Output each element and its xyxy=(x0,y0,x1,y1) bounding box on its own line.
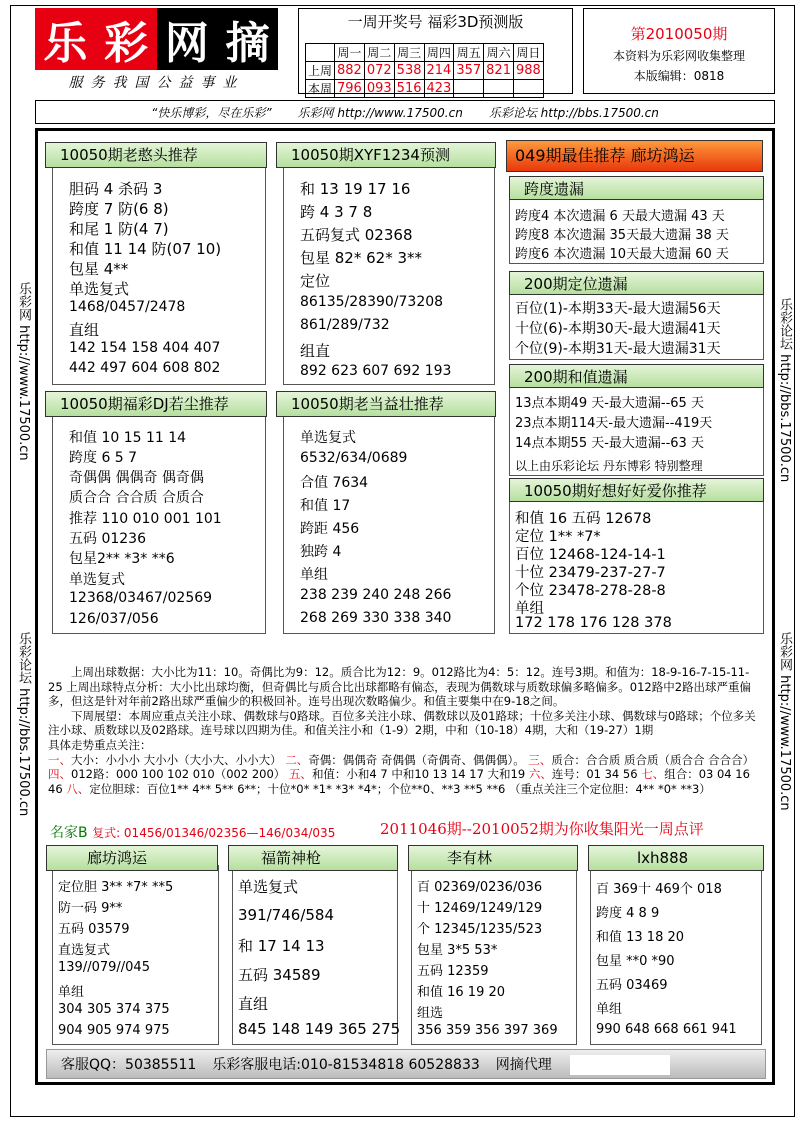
item-index: 七、 xyxy=(641,767,665,782)
omission-line: 跨度4 本次遗漏 6 天最大遗漏 43 天 xyxy=(515,209,725,224)
analysis-next-week: 下周展望：本周应重点关注小球、偶数球与0路球。百位多关注小球、偶数球以及01路球；十位多关注小球、偶数球与0路球；个位多关注小球、质数球以及02路球。连号球以四期为佳。和值关注小和（1-9）2期，中和（10-18）4期，大和（19-27）1期 xyxy=(48,708,756,738)
box-title: 廊坊鸿运 xyxy=(46,845,218,871)
omission-line: 13点本期49 天-最大遗漏--65 天 xyxy=(515,396,704,411)
box-title: 10050期好想好好爱你推荐 xyxy=(509,478,764,502)
draw-number: 093 xyxy=(364,80,394,98)
pick-line: 直选复式 xyxy=(58,943,111,958)
item-text: 和值：小和4 7 中和10 13 14 17 大和19 xyxy=(311,767,526,782)
box-title: 10050期XYF1234预测 xyxy=(276,142,496,168)
pick-line: 奇偶偶 偶偶奇 偶奇偶 xyxy=(69,470,204,486)
pick-line: 单组 xyxy=(515,601,544,617)
pick-line: 12368/03467/02569 xyxy=(69,590,213,606)
box-title: 200期定位遗漏 xyxy=(509,271,764,295)
item-index: 四、 xyxy=(48,767,71,782)
slogan: 服务我国公益事业 xyxy=(68,75,245,91)
credit-line: 以上由乐彩论坛 丹东博彩 特别整理 xyxy=(515,459,703,473)
omission-line: 百位(1)-本期33天-最大遗漏56天 xyxy=(515,301,721,317)
draw-header-row xyxy=(306,44,544,62)
mingjia-text: 复式: 01456/01346/02356—146/034/035 xyxy=(92,826,336,840)
pick-line: 合值 7634 xyxy=(300,475,369,491)
pick-line: 356 359 356 397 369 xyxy=(417,1023,558,1038)
pick-line: 十 12469/1249/129 xyxy=(417,901,543,916)
box-title: 200期和值遗漏 xyxy=(509,364,764,388)
pick-line: 1468/0457/2478 xyxy=(69,299,186,315)
side-text-left-bottom: 乐彩论坛 http://bbs.17500.cn xyxy=(16,632,31,817)
footer-phone: 乐彩客服电话:010-81534818 60528833 xyxy=(212,1057,480,1073)
pick-line: 和 17 14 13 xyxy=(238,937,325,955)
draw-number: 821 xyxy=(484,62,514,80)
pick-line: 861/289/732 xyxy=(300,317,390,333)
item-text: 质合：合合质 质合质（质合合 合合合） xyxy=(551,752,755,767)
pick-line: 单选复式 xyxy=(69,280,130,298)
pick-line: 和尾 1 防(4 7) xyxy=(69,220,169,238)
draw-number: 423 xyxy=(424,80,454,98)
draw-col: 周四 xyxy=(424,44,454,62)
pick-line: 单组 xyxy=(596,1002,623,1017)
pick-line: 五码复式 02368 xyxy=(300,226,413,244)
box-lxh888 xyxy=(590,865,762,1045)
omission-line: 14点本期55 天-最大遗漏--63 天 xyxy=(515,436,704,451)
draw-panel-title: 一周开奖号 福彩3D预测版 xyxy=(347,13,524,31)
pick-line: 直组 xyxy=(69,321,100,339)
item-index: 六、 xyxy=(528,767,552,782)
draw-col: 周二 xyxy=(364,44,394,62)
pick-line: 892 623 607 692 193 xyxy=(300,363,452,379)
draw-number: 072 xyxy=(364,62,394,80)
pick-line: 和值 10 15 11 14 xyxy=(69,430,187,446)
item-index: 三、 xyxy=(528,752,552,767)
item-text: 连号：01 34 56 xyxy=(551,767,638,782)
draw-number xyxy=(454,80,484,98)
issue-note: 本资料为乐彩网收集整理 xyxy=(612,49,745,63)
pick-line: 胆码 4 杀码 3 xyxy=(69,180,163,198)
pick-line: 跨 4 3 7 8 xyxy=(300,203,373,221)
pick-line: 126/037/056 xyxy=(69,611,159,627)
box-title: 李有林 xyxy=(408,845,578,871)
pick-line: 和值 16 五码 12678 xyxy=(515,511,652,527)
collect-heading: 2011046期--2010052期为你收集阳光一周点评 xyxy=(380,820,704,838)
pick-line: 和值 16 19 20 xyxy=(417,985,506,1000)
item-text: 奇偶：偶偶奇 奇偶偶（奇偶奇、偶偶偶）。 xyxy=(308,752,525,767)
pick-line: 定位 1** *7* xyxy=(515,529,601,545)
pick-line: 86135/28390/73208 xyxy=(300,294,444,310)
box-title: lxh888 xyxy=(588,845,764,871)
pick-line: 单选复式 xyxy=(69,572,125,588)
analysis-last-week: 上周出球数据：大小比为11：10。奇偶比为9：12。质合比为12：9。012路比为4：5：12。连号3期。和值为：18-9-16-7-15-11-25 上周出球特点分析：大小比出球均衡，但奇偶比与质合比出球都略有偏态，表现为偶数球与质数球偏多略偏多。012路中2路出球严重偏多，但这是针对年前2路出球严重偏少的积极回补。连号出现次数略偏少。和值主要集中在9-18之间。 xyxy=(48,665,752,709)
pick-line: 百位 12468-124-14-1 xyxy=(515,547,666,563)
pick-line: 防一码 9** xyxy=(58,901,123,916)
box-laohantou xyxy=(52,165,266,385)
pick-line: 百 369十 469个 018 xyxy=(596,882,722,897)
pick-line: 6532/634/0689 xyxy=(300,450,408,466)
box-position-omission xyxy=(509,292,764,360)
draw-col xyxy=(306,44,335,62)
row-label: 上周 xyxy=(306,62,335,80)
pick-line: 跨度 6 5 7 xyxy=(69,450,138,466)
pick-line: 391/746/584 xyxy=(238,906,334,924)
pick-line: 个 12345/1235/523 xyxy=(417,922,543,937)
motto: “快乐博彩，尽在乐彩” xyxy=(151,105,272,120)
item-text: 012路：000 100 102 010（002 200） xyxy=(71,767,286,782)
pick-line: 定位 xyxy=(300,272,331,290)
box-laodangyizhuang xyxy=(283,412,495,634)
pick-line: 包星 **0 *90 xyxy=(596,954,675,969)
best-recommend-title: 049期最佳推荐 廊坊鸿运 xyxy=(506,140,763,172)
banner xyxy=(35,100,775,124)
draw-number xyxy=(513,80,543,98)
pick-line: 单组 xyxy=(58,985,85,1000)
footer-agent-label: 网摘代理 xyxy=(495,1056,552,1073)
box-xyf1234 xyxy=(283,165,495,385)
draw-number: 516 xyxy=(394,80,424,98)
draw-table xyxy=(305,43,544,98)
pick-line: 172 178 176 128 378 xyxy=(515,615,672,631)
omission-line: 跨度8 本次遗漏 35天最大遗漏 38 天 xyxy=(515,228,729,243)
pick-line: 268 269 330 338 340 xyxy=(300,610,452,626)
pick-line: 百 02369/0236/036 xyxy=(417,880,543,895)
draw-col: 周五 xyxy=(454,44,484,62)
pick-line: 442 497 604 608 802 xyxy=(69,360,221,376)
omission-line: 跨度6 本次遗漏 10天最大遗漏 60 天 xyxy=(515,247,729,262)
pick-line: 跨度 7 防(6 8) xyxy=(69,200,169,218)
pick-line: 推荐 110 010 001 101 xyxy=(69,511,222,527)
draw-number: 882 xyxy=(335,62,365,80)
mingjia-line xyxy=(50,822,335,842)
draw-panel xyxy=(298,8,573,94)
pick-line: 包星 3*5 53* xyxy=(417,943,498,958)
pick-line: 845 148 149 365 275 xyxy=(238,1020,401,1038)
pick-line: 独跨 4 xyxy=(300,544,342,560)
pick-line: 304 305 374 375 xyxy=(58,1002,170,1017)
draw-number: 538 xyxy=(394,62,424,80)
pick-line: 238 239 240 248 266 xyxy=(300,587,452,603)
box-title: 福箭神枪 xyxy=(228,845,398,871)
box-title: 10050期老当益壮推荐 xyxy=(276,391,496,417)
pick-line: 和值 17 xyxy=(300,498,351,514)
item-text: 组合：03 04 16 46 xyxy=(48,767,750,796)
pick-line: 十位 23479-237-27-7 xyxy=(515,565,666,581)
item-text: 定位胆球：百位1** 4** 5** 6**；十位*0* *1* *3* *4*；个位**0、**3 **5 **6 （重点关注三个定位胆：4** *0* **3） xyxy=(89,781,711,796)
analysis-text xyxy=(48,665,758,796)
pick-line: 定位胆 3** *7* **5 xyxy=(58,880,174,895)
item-index: 五、 xyxy=(288,767,312,782)
logo-char: 摘 xyxy=(217,8,278,70)
item-index: 一、 xyxy=(48,752,71,767)
box-span-omission xyxy=(509,196,764,264)
pick-line: 单选复式 xyxy=(300,430,356,446)
box-fujian xyxy=(232,865,401,1045)
draw-number xyxy=(484,80,514,98)
box-title: 跨度遗漏 xyxy=(509,176,764,200)
draw-number: 357 xyxy=(454,62,484,80)
forum-link[interactable]: 乐彩论坛 http://bbs.17500.cn xyxy=(488,105,659,120)
pick-line: 139//079//045 xyxy=(58,960,150,975)
pick-line: 142 154 158 404 407 xyxy=(69,340,221,356)
draw-number: 988 xyxy=(513,62,543,80)
draw-row-this-week xyxy=(306,80,544,98)
pick-line: 组选 xyxy=(417,1006,444,1021)
logo-char: 乐 xyxy=(35,8,96,70)
logo-char: 网 xyxy=(157,8,218,70)
draw-col: 周一 xyxy=(335,44,365,62)
draw-col: 周六 xyxy=(484,44,514,62)
draw-col: 周三 xyxy=(394,44,424,62)
draw-number: 214 xyxy=(424,62,454,80)
footer-agent xyxy=(496,1054,686,1075)
analysis-heading: 具体走势重点关注： xyxy=(48,737,152,752)
pick-line: 组直 xyxy=(300,342,331,360)
pick-line: 和值 13 18 20 xyxy=(596,930,685,945)
box-liyoulin xyxy=(411,865,577,1045)
issue-editor: 本版编辑：0818 xyxy=(633,69,725,83)
pick-line: 和 13 19 17 16 xyxy=(300,180,411,198)
box-langfang xyxy=(52,865,219,1045)
logo xyxy=(35,8,278,70)
draw-col: 周日 xyxy=(513,44,543,62)
issue-number: 第2010050期 xyxy=(630,25,728,43)
footer-qq: 客服QQ：50385511 xyxy=(61,1057,197,1073)
item-index: 八、 xyxy=(66,781,90,796)
draw-row-last-week xyxy=(306,62,544,80)
box-title: 10050期老憨头推荐 xyxy=(45,142,267,168)
pick-line: 五码 03579 xyxy=(58,922,130,937)
pick-line: 990 648 668 661 941 xyxy=(596,1022,737,1037)
agent-field xyxy=(570,1055,670,1075)
pick-line: 五码 03469 xyxy=(596,978,668,993)
analysis-trends xyxy=(48,753,758,797)
pick-line: 直组 xyxy=(238,995,269,1013)
side-text-right-top: 乐彩论坛 http://bbs.17500.cn xyxy=(777,298,792,483)
item-index: 二、 xyxy=(285,752,309,767)
pick-line: 五码 01236 xyxy=(69,531,146,547)
pick-line: 跨距 456 xyxy=(300,521,360,537)
issue-panel xyxy=(583,8,775,94)
item-text: 大小：小小小 大小小（大小大、小小大） xyxy=(71,752,282,767)
draw-number: 796 xyxy=(335,80,365,98)
mingjia-label: 名家B xyxy=(50,825,88,841)
pick-line: 五码 12359 xyxy=(417,964,489,979)
pick-line: 904 905 974 975 xyxy=(58,1023,170,1038)
side-text-left-top: 乐彩网 http://www.17500.cn xyxy=(16,282,31,461)
side-text-right-bottom: 乐彩网 http://www.17500.cn xyxy=(777,632,792,811)
pick-line: 单组 xyxy=(300,567,328,583)
pick-line: 质合合 合合质 合质合 xyxy=(69,490,204,506)
footer-bar xyxy=(46,1049,766,1079)
pick-line: 五码 34589 xyxy=(238,966,321,984)
pick-line: 个位 23478-278-28-8 xyxy=(515,583,666,599)
pick-line: 包星 4** xyxy=(69,260,129,278)
pick-line: 包星2** *3* **6 xyxy=(69,551,175,567)
row-label: 本周 xyxy=(306,80,335,98)
omission-line: 23点本期114天-最大遗漏--419天 xyxy=(515,416,713,431)
pick-line: 包星 82* 62* 3** xyxy=(300,249,423,267)
box-dj-ruochen xyxy=(52,412,266,634)
omission-line: 十位(6)-本期30天-最大遗漏41天 xyxy=(515,321,721,337)
box-haoxiang xyxy=(509,500,764,634)
pick-line: 单选复式 xyxy=(238,878,299,896)
omission-line: 个位(9)-本期31天-最大遗漏31天 xyxy=(515,341,721,357)
site-link[interactable]: 乐彩网 http://www.17500.cn xyxy=(297,105,463,120)
box-title: 10050期福彩DJ若尘推荐 xyxy=(45,391,267,417)
pick-line: 跨度 4 8 9 xyxy=(596,906,660,921)
logo-char: 彩 xyxy=(96,8,157,70)
box-sum-omission xyxy=(509,386,764,476)
pick-line: 和值 11 14 防(07 10) xyxy=(69,240,222,258)
